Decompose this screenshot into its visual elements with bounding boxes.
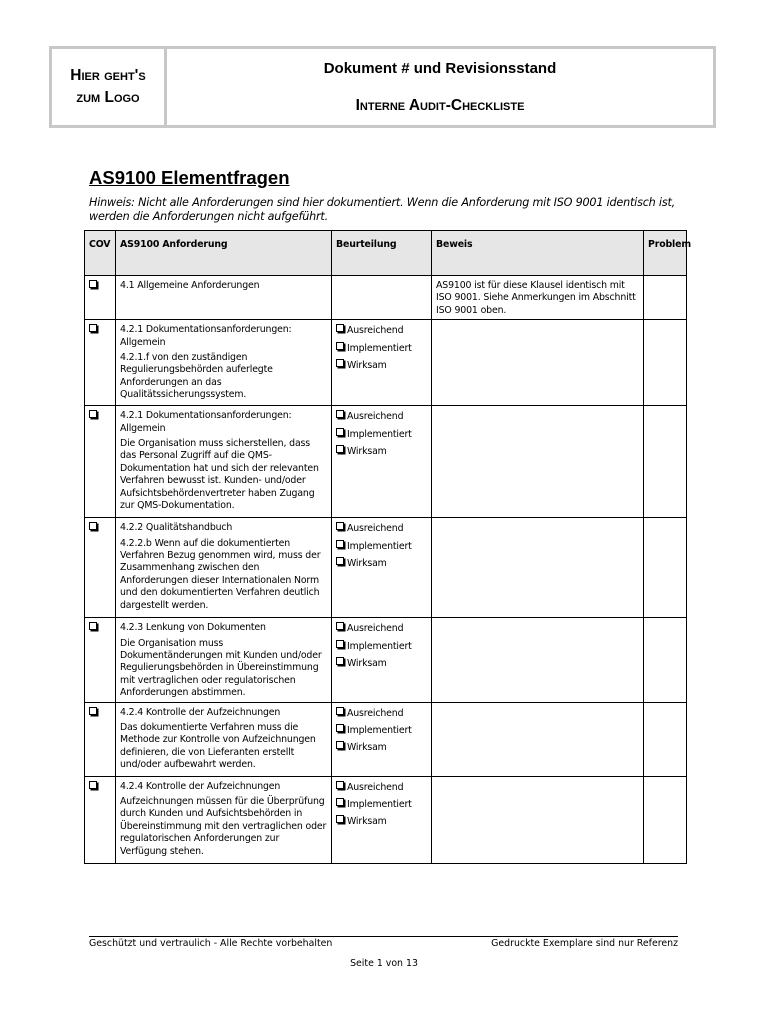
rating-option[interactable] (336, 781, 427, 794)
rating-label: Wirksam (347, 558, 387, 570)
evidence-cell[interactable] (432, 776, 644, 863)
rating-checkbox[interactable] (336, 522, 344, 530)
rating-cell (332, 702, 432, 776)
rating-label: Implementiert (347, 725, 412, 737)
requirement-text: Aufzeichnungen müssen für die Überprüfung durch Kunden und Aufsichtsbehörden in Übereinstimmung mit den vertraglichen oder regulatorischen Anforderungen zur Verfügung stehen. (120, 796, 327, 857)
table-row (85, 276, 687, 320)
rating-checkbox[interactable] (336, 445, 344, 453)
cov-checkbox[interactable] (89, 781, 97, 789)
evidence-cell[interactable] (432, 406, 644, 518)
rating-checkbox[interactable] (336, 410, 344, 418)
evidence-cell[interactable] (432, 276, 644, 320)
rating-label: Ausreichend (347, 325, 404, 337)
requirement-title: 4.2.4 Kontrolle der Aufzeichnungen (120, 780, 281, 792)
rating-option[interactable] (336, 557, 427, 570)
requirement-cell (116, 618, 332, 702)
requirement-cell (116, 702, 332, 776)
page-number: Seite 1 von 13 (350, 958, 418, 969)
rating-checkbox[interactable] (336, 724, 344, 732)
footer-reference: Gedruckte Exemplare sind nur Referenz (491, 938, 678, 949)
cov-cell (85, 518, 116, 618)
header-info (167, 49, 713, 125)
col-header-problem: Problem (644, 231, 687, 276)
rating-checkbox[interactable] (336, 781, 344, 789)
requirement-text: 4.2.2.b Wenn auf die dokumentierten Verfahren Bezug genommen wird, muss der Zusammenhang zwischen den Anforderungen dieser Internationalen Norm und den dokumentierten Verfahren deutlich dargestellt werden. (120, 537, 321, 611)
rating-label: Wirksam (347, 742, 387, 754)
requirement-title: 4.1 Allgemeine Anforderungen (120, 280, 260, 291)
requirement-title: 4.2.1 Dokumentationsanforderungen: Allgemein (120, 410, 292, 434)
rating-checkbox[interactable] (336, 428, 344, 436)
requirement-cell (116, 276, 332, 320)
rating-label: Ausreichend (347, 411, 404, 423)
requirement-text: Die Organisation muss Dokumentänderungen mit Kunden und/oder Regulierungsbehörden in Übereinstimmung mit vertraglichen oder regulatorischen Anforderungen abstimmen. (120, 637, 322, 699)
logo-line-1: Hier geht's (70, 67, 146, 84)
rating-label: Wirksam (347, 446, 387, 458)
table-row (85, 320, 687, 406)
cov-checkbox[interactable] (89, 707, 97, 715)
col-header-evidence: Beweis (432, 231, 644, 276)
rating-option[interactable] (336, 428, 427, 441)
problem-cell[interactable] (644, 776, 687, 863)
rating-cell (332, 776, 432, 863)
cov-checkbox[interactable] (89, 280, 97, 288)
table-row (85, 518, 687, 618)
table-row (85, 776, 687, 863)
cov-checkbox[interactable] (89, 622, 97, 630)
problem-cell[interactable] (644, 618, 687, 702)
rating-checkbox[interactable] (336, 342, 344, 350)
rating-cell (332, 320, 432, 406)
rating-checkbox[interactable] (336, 324, 344, 332)
table-row (85, 618, 687, 702)
rating-option[interactable] (336, 342, 427, 355)
rating-option[interactable] (336, 815, 427, 828)
cov-cell (85, 702, 116, 776)
rating-checkbox[interactable] (336, 622, 344, 630)
rating-option[interactable] (336, 640, 427, 653)
evidence-cell[interactable] (432, 320, 644, 406)
rating-checkbox[interactable] (336, 557, 344, 565)
problem-cell[interactable] (644, 518, 687, 618)
rating-option[interactable] (336, 741, 427, 754)
cov-cell (85, 776, 116, 863)
evidence-text: AS9100 ist für diese Klausel identisch mit ISO 9001. Siehe Anmerkungen im Abschnitt ISO 9001 oben. (436, 280, 636, 316)
rating-checkbox[interactable] (336, 359, 344, 367)
evidence-cell[interactable] (432, 618, 644, 702)
cov-cell (85, 276, 116, 320)
rating-option[interactable] (336, 359, 427, 372)
rating-checkbox[interactable] (336, 798, 344, 806)
rating-label: Implementiert (347, 540, 412, 552)
cov-cell (85, 406, 116, 518)
doc-revision: Dokument # und Revisionsstand (323, 60, 557, 77)
note-text: Hinweis: Nicht alle Anforderungen sind hier dokumentiert. Wenn die Anforderung mit ISO 9001 identisch ist, werden die Anforderungen nicht aufgeführt. (89, 196, 675, 223)
rating-option[interactable] (336, 410, 427, 423)
checklist-table (84, 230, 691, 864)
requirement-text: 4.2.1.f von den zuständigen Regulierungsbehörden auferlegte Anforderungen an das Qualitätssicherungssystem. (120, 352, 273, 401)
requirement-title: 4.2.1 Dokumentationsanforderungen: Allgemein (120, 324, 292, 348)
rating-checkbox[interactable] (336, 640, 344, 648)
table-row (85, 702, 687, 776)
rating-option[interactable] (336, 622, 427, 635)
footer-divider (89, 936, 678, 937)
rating-label: Ausreichend (347, 523, 404, 535)
cov-checkbox[interactable] (89, 410, 97, 418)
rating-label: Wirksam (347, 360, 387, 372)
rating-label: Implementiert (347, 342, 412, 354)
cov-cell (85, 618, 116, 702)
rating-option[interactable] (336, 540, 427, 553)
evidence-cell[interactable] (432, 518, 644, 618)
rating-option[interactable] (336, 445, 427, 458)
cov-cell (85, 320, 116, 406)
problem-cell[interactable] (644, 276, 687, 320)
rating-checkbox[interactable] (336, 741, 344, 749)
col-header-rating: Beurteilung (332, 231, 432, 276)
rating-cell (332, 276, 432, 320)
rating-option[interactable] (336, 707, 427, 720)
document-header (49, 46, 716, 128)
requirement-text: Die Organisation muss sicherstellen, dass das Personal Zugriff auf die QMS-Dokumentation hat und sich der relevanten Verfahren bewusst ist. Kunden- und/oder Aufsichtsbehördenvertreter haben Zugang zur QMS-Dokumentation. (120, 438, 319, 512)
document-title: Interne Audit-Checkliste (355, 97, 525, 114)
requirement-title: 4.2.3 Lenkung von Dokumenten (120, 622, 266, 634)
rating-checkbox[interactable] (336, 815, 344, 823)
rating-label: Ausreichend (347, 623, 404, 635)
footer-confidential: Geschützt und vertraulich - Alle Rechte vorbehalten (89, 938, 333, 949)
rating-label: Ausreichend (347, 781, 404, 793)
rating-option[interactable] (336, 657, 427, 670)
rating-cell (332, 618, 432, 702)
requirement-text: Das dokumentierte Verfahren muss die Methode zur Kontrolle von Aufzeichnungen definieren, die von Lieferanten erstellt und/oder aufbewahrt werden. (120, 722, 316, 771)
rating-option[interactable] (336, 324, 427, 337)
logo-line-2: zum Logo (76, 89, 140, 106)
cov-checkbox[interactable] (89, 324, 97, 332)
table-row (85, 406, 687, 518)
rating-label: Implementiert (347, 799, 412, 811)
requirement-cell (116, 406, 332, 518)
col-header-cov: COV (85, 231, 116, 276)
requirement-cell (116, 320, 332, 406)
rating-label: Implementiert (347, 428, 412, 440)
requirement-cell (116, 518, 332, 618)
rating-label: Ausreichend (347, 707, 404, 719)
section-title: AS9100 Elementfragen (89, 167, 290, 188)
rating-checkbox[interactable] (336, 707, 344, 715)
rating-option[interactable] (336, 798, 427, 811)
requirement-title: 4.2.2 Qualitätshandbuch (120, 522, 233, 534)
evidence-cell[interactable] (432, 702, 644, 776)
problem-cell[interactable] (644, 406, 687, 518)
problem-cell[interactable] (644, 702, 687, 776)
cov-checkbox[interactable] (89, 522, 97, 530)
rating-checkbox[interactable] (336, 540, 344, 548)
requirement-title: 4.2.4 Kontrolle der Aufzeichnungen (120, 706, 281, 718)
rating-label: Wirksam (347, 658, 387, 670)
col-header-requirement: AS9100 Anforderung (116, 231, 332, 276)
rating-option[interactable] (336, 724, 427, 737)
table-header-row (85, 231, 687, 276)
rating-label: Wirksam (347, 816, 387, 828)
requirement-cell (116, 776, 332, 863)
rating-cell (332, 518, 432, 618)
rating-cell (332, 406, 432, 518)
problem-cell[interactable] (644, 320, 687, 406)
rating-label: Implementiert (347, 640, 412, 652)
rating-checkbox[interactable] (336, 657, 344, 665)
rating-option[interactable] (336, 522, 427, 535)
logo-placeholder (52, 49, 167, 125)
